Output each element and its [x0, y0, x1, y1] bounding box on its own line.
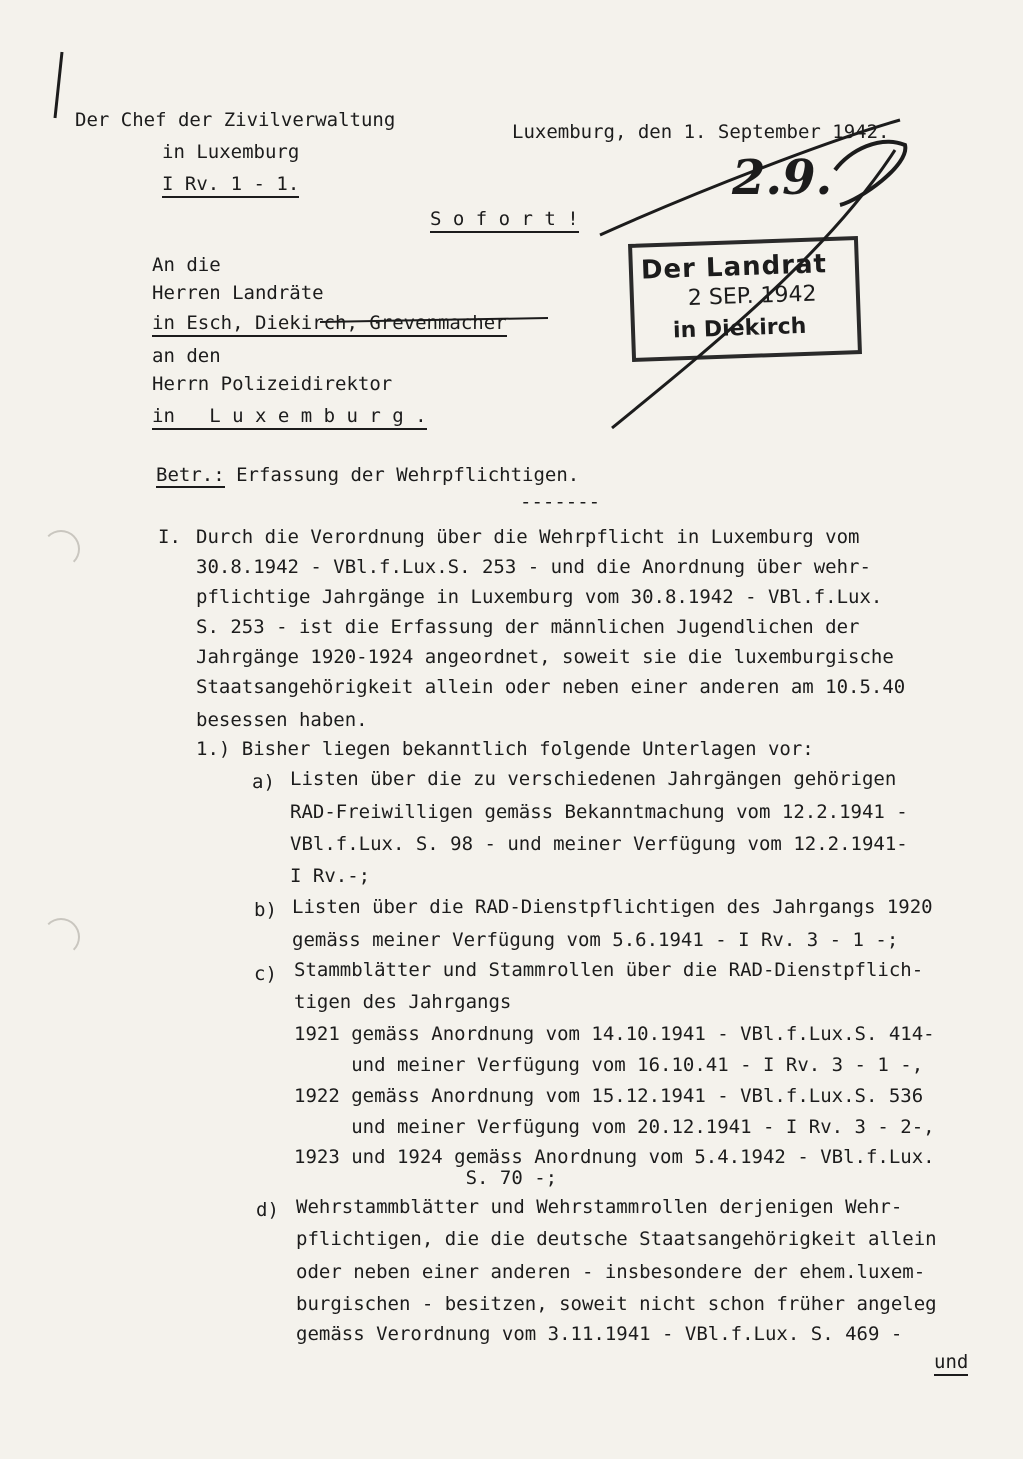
item-d-marker: d): [256, 1199, 279, 1221]
item-d-line: burgischen - besitzen, soweit nicht schon früher angeleg: [296, 1293, 937, 1315]
sender-line-2: in Luxemburg: [162, 141, 300, 163]
item-c-line: tigen des Jahrgangs: [294, 991, 512, 1013]
sender-line-1: Der Chef der Zivilverwaltung: [75, 109, 396, 131]
item-a-line: VBl.f.Lux. S. 98 - und meiner Verfügung vom 12.2.1941-: [290, 833, 908, 855]
item-c-line: 1923 und 1924 gemäss Anordnung vom 5.4.1942 - VBl.f.Lux.: [294, 1146, 935, 1168]
pen-stroke: [55, 52, 62, 118]
item-d-line: pflichtigen, die die deutsche Staatsangehörigkeit allein: [296, 1228, 937, 1250]
section-line: Durch die Verordnung über die Wehrpflicht in Luxemburg vom: [196, 526, 860, 548]
item-b-line: gemäss meiner Verfügung vom 5.6.1941 - I Rv. 3 - 1 -;: [292, 929, 899, 951]
recipient-line-1: An die: [152, 254, 221, 276]
item-c-line: und meiner Verfügung vom 16.10.41 - I Rv. 3 - 1 -,: [294, 1054, 924, 1076]
item-a-line: Listen über die zu verschiedenen Jahrgängen gehörigen: [290, 768, 897, 790]
item-d-line: oder neben einer anderen - insbesondere der ehem.luxem-: [296, 1261, 926, 1283]
subject-line: [156, 463, 579, 487]
section-line: Jahrgänge 1920-1924 angeordnet, soweit sie die luxemburgische: [196, 646, 894, 668]
reference-number: I Rv. 1 - 1.: [162, 172, 299, 198]
pen-stroke: [612, 150, 895, 428]
item-d-line: Wehrstammblätter und Wehrstammrollen derjenigen Wehr-: [296, 1196, 903, 1218]
item-1-heading: 1.) Bisher liegen bekanntlich folgende Unterlagen vor:: [196, 738, 814, 760]
recipient-line-2: Herren Landräte: [152, 282, 324, 304]
item-c-marker: c): [254, 963, 277, 985]
item-a-line: RAD-Freiwilligen gemäss Bekanntmachung vom 12.2.1941 -: [290, 801, 908, 823]
recipient-line-6: in L u x e m b u r g .: [152, 404, 427, 430]
item-c-line: 1922 gemäss Anordnung vom 15.12.1941 - VBl.f.Lux.S. 536: [294, 1085, 924, 1107]
section-line: Staatsangehörigkeit allein oder neben einer anderen am 10.5.40: [196, 676, 906, 698]
item-c-line: Stammblätter und Stammrollen über die RAD-Dienstpflich-: [294, 959, 924, 981]
item-c-line: 1921 gemäss Anordnung vom 14.10.1941 - VBl.f.Lux.S. 414-: [294, 1023, 935, 1045]
section-number: I.: [158, 526, 181, 548]
section-line: S. 253 - ist die Erfassung der männlichen Jugendlichen der: [196, 616, 860, 638]
urgency-note: S o f o r t !: [430, 207, 579, 233]
stamp-date: 2 SEP. 1942: [687, 281, 817, 311]
stamp-place: in Diekirch: [672, 313, 807, 344]
item-a-marker: a): [252, 771, 275, 793]
recipient-line-5: Herrn Polizeidirektor: [152, 373, 393, 395]
section-line: 30.8.1942 - VBl.f.Lux.S. 253 - und die Anordnung über wehr-: [196, 556, 871, 578]
item-b-line: Listen über die RAD-Dienstpflichtigen des Jahrgangs 1920: [292, 896, 933, 918]
item-a-line: I Rv.-;: [290, 865, 371, 887]
recipient-line-4: an den: [152, 345, 221, 367]
item-c-line: und meiner Verfügung vom 20.12.1941 - I Rv. 3 - 2-,: [294, 1116, 935, 1138]
item-c-line: S. 70 -;: [294, 1167, 558, 1189]
recipient-line-3: in Esch, Diekirch, Grevenmacher: [152, 311, 507, 337]
section-line: pflichtige Jahrgänge in Luxemburg vom 30.8.1942 - VBl.f.Lux.: [196, 586, 883, 608]
separator: -------: [520, 491, 601, 513]
item-b-marker: b): [254, 899, 277, 921]
subject-text: Erfassung der Wehrpflichtigen.: [224, 464, 580, 486]
handwritten-date: 2.9.: [732, 150, 833, 206]
subject-label: Betr.:: [156, 464, 225, 486]
item-d-line: gemäss Verordnung vom 3.11.1941 - VBl.f.Lux. S. 469 -: [296, 1323, 903, 1345]
stamp-office: Der Landrat: [640, 249, 828, 286]
continuation-word: und: [934, 1350, 968, 1376]
section-line: besessen haben.: [196, 709, 368, 731]
place-date: Luxemburg, den 1. September 1942.: [512, 121, 890, 143]
pen-stroke: [600, 120, 900, 235]
